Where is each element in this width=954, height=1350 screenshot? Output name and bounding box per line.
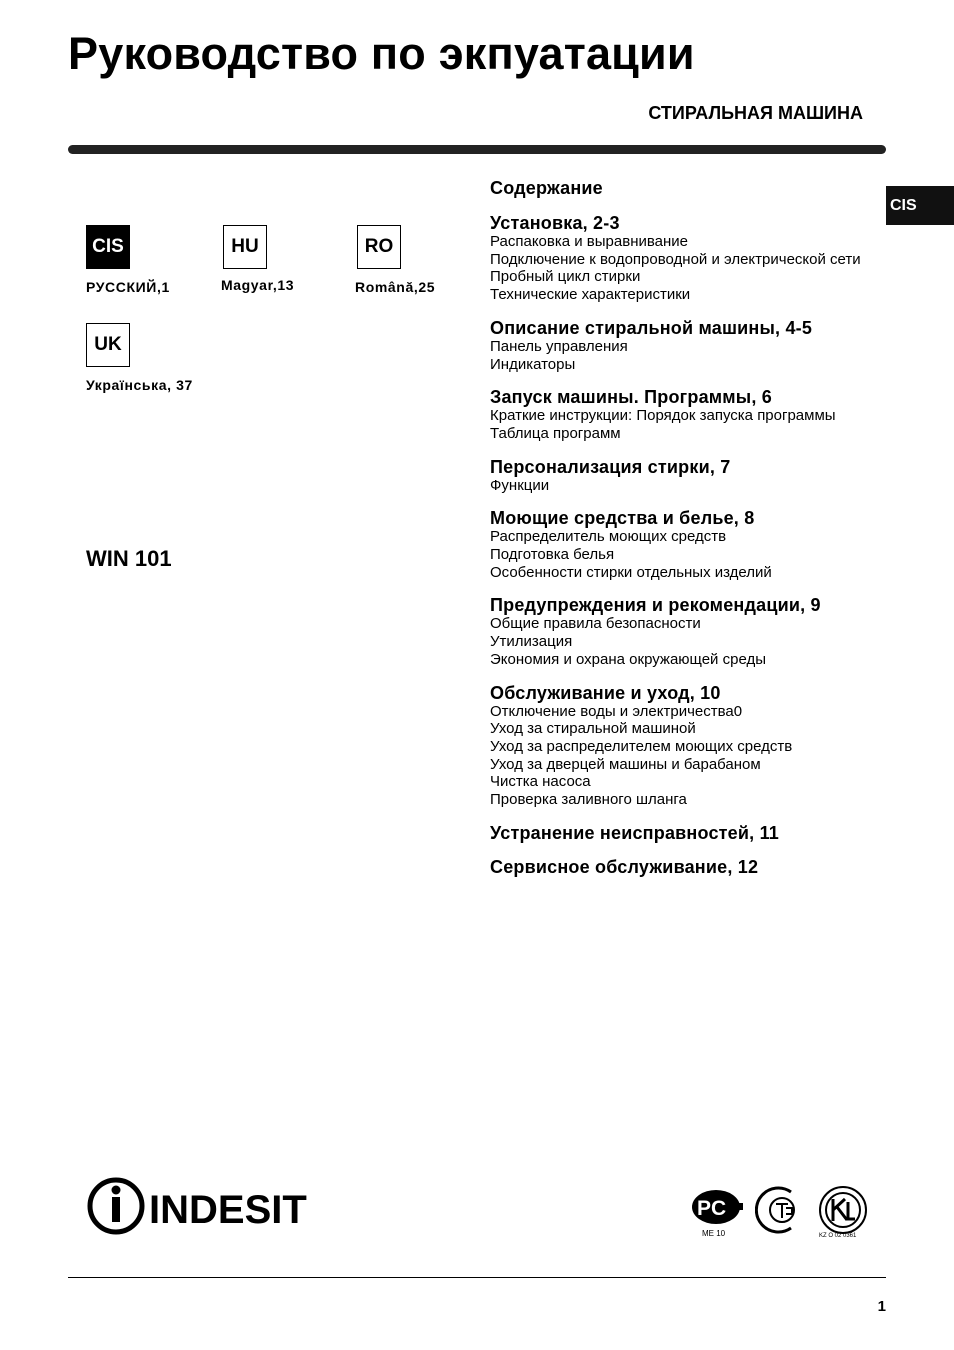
language-label-cis[interactable]: РУССКИЙ,1 (86, 279, 170, 295)
toc-item[interactable]: Панель управления (490, 337, 628, 355)
kz-certification-icon (818, 1186, 874, 1240)
language-side-tab[interactable]: CIS (886, 186, 954, 225)
toc-item[interactable]: Отключение воды и электричества0 (490, 702, 743, 720)
language-box-uk[interactable]: UK (86, 323, 130, 367)
toc-item[interactable]: Уход за дверцей машины и барабаном (490, 755, 761, 773)
toc-item[interactable]: Подготовка белья (490, 546, 615, 564)
pct-caption: ME 10 (702, 1229, 726, 1238)
toc-item[interactable]: Индикаторы (490, 355, 576, 373)
toc-item[interactable]: Проверка заливного шланга (490, 791, 687, 809)
kz-certification-mark (818, 1186, 874, 1245)
toc-section-title[interactable]: Обслуживание и уход, 10 (490, 682, 721, 703)
table-of-contents (490, 178, 880, 891)
toc-section (490, 457, 880, 495)
toc-section (490, 595, 880, 668)
toc-item[interactable]: Экономия и охрана окружающей среды (490, 650, 766, 668)
toc-section-title[interactable]: Описание стиральной машины, 4-5 (490, 317, 813, 338)
toc-section (490, 387, 880, 442)
toc-item[interactable]: Утилизация (490, 633, 573, 651)
pct-mark-icon (692, 1186, 744, 1238)
ua-certification-mark (755, 1186, 805, 1243)
page-number: 1 (877, 1298, 886, 1315)
language-label-uk[interactable]: Українська, 37 (86, 377, 193, 393)
toc-section (490, 213, 880, 304)
ua-certification-icon (755, 1186, 805, 1238)
toc-section (490, 318, 880, 373)
indesit-logo (86, 1175, 316, 1237)
toc-section-title[interactable]: Предупреждения и рекомендации, 9 (490, 595, 821, 616)
toc-section-title[interactable]: Персонализация стирки, 7 (490, 456, 731, 477)
toc-item[interactable]: Чистка насоса (490, 773, 591, 791)
model-name: WIN 101 (86, 546, 172, 571)
toc-item[interactable]: Общие правила безопасности (490, 615, 701, 633)
language-box-hu[interactable]: HU (223, 225, 267, 269)
toc-heading: Содержание (490, 178, 603, 198)
toc-section (490, 823, 880, 843)
page-title: Руководство по экпуатации (68, 28, 695, 79)
toc-item[interactable]: Уход за стиральной машиной (490, 720, 696, 738)
svg-text:PC: PC (697, 1197, 727, 1220)
language-box-ro[interactable]: RO (357, 225, 401, 269)
toc-section-title[interactable]: Устранение неисправностей, 11 (490, 822, 779, 843)
toc-section-title[interactable]: Установка, 2-3 (490, 213, 620, 233)
kz-caption: KZ O 02 0361 (819, 1233, 857, 1239)
toc-section (490, 683, 880, 809)
toc-item[interactable]: Подключение к водопроводной и электрической сети (490, 250, 861, 268)
toc-item[interactable]: Таблица программ (490, 424, 621, 442)
language-label-ro[interactable]: Română,25 (355, 279, 436, 295)
toc-section-title[interactable]: Моющие средства и белье, 8 (490, 508, 755, 529)
toc-section-title[interactable]: Сервисное обслуживание, 12 (490, 856, 759, 877)
toc-section (490, 857, 880, 877)
toc-item[interactable]: Уход за распределителем моющих средств (490, 737, 793, 755)
page-subtitle: СТИРАЛЬНАЯ МАШИНА (648, 103, 863, 123)
indesit-logo-icon (86, 1175, 316, 1237)
bottom-divider (68, 1277, 886, 1278)
toc-item[interactable]: Технические характеристики (490, 286, 691, 304)
toc-item[interactable]: Особенности стирки отдельных изделий (490, 563, 772, 581)
toc-item[interactable]: Краткие инструкции: Порядок запуска программы (490, 407, 836, 425)
toc-item[interactable]: Распределитель моющих средств (490, 528, 727, 546)
logo-wordmark: INDESIT (149, 1188, 307, 1232)
language-box-cis[interactable]: CIS (86, 225, 130, 269)
toc-section (490, 508, 880, 581)
toc-item[interactable]: Пробный цикл стирки (490, 268, 641, 286)
toc-section-title[interactable]: Запуск машины. Программы, 6 (490, 387, 772, 408)
top-divider (68, 145, 886, 154)
toc-item[interactable]: Функции (490, 476, 550, 494)
language-label-hu[interactable]: Magyar,13 (221, 277, 295, 293)
pct-mark (692, 1186, 744, 1243)
toc-item[interactable]: Распаковка и выравнивание (490, 233, 689, 250)
